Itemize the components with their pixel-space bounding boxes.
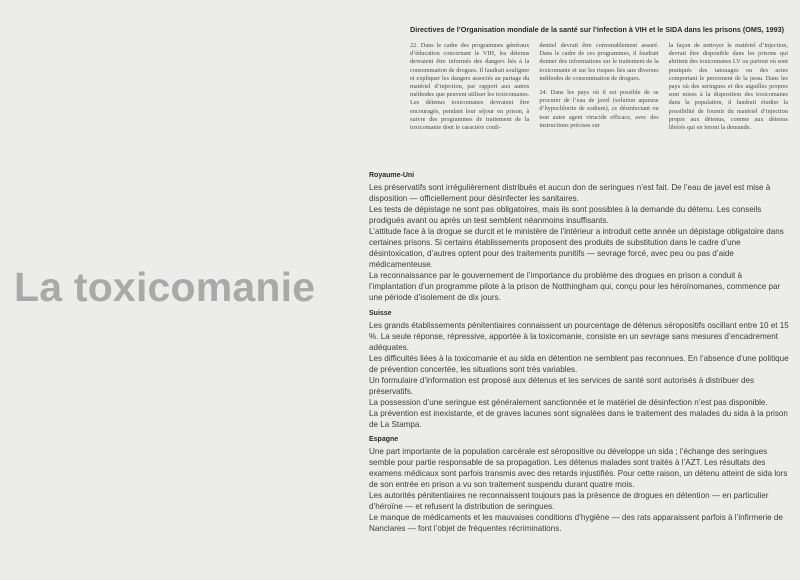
- oms-heading: Directives de l’Organisation mondiale de la santé sur l’infection à VIH et le SIDA dans les prisons (OMS, 1993): [410, 25, 784, 34]
- section-paragraph: Un formulaire d’information est proposé aux détenus et les services de santé sont autorisés à distribuer des préservatifs.: [369, 376, 755, 396]
- oms-columns: [410, 42, 788, 152]
- section-paragraph: La possession d’une seringue est généralement sanctionnée et le matériel de désinfection n’est pas disponible.: [369, 398, 768, 407]
- section-heading: Espagne: [369, 436, 399, 443]
- page-title: La toxicomanie: [14, 264, 316, 310]
- oms-paragraph-24-cont: la façon de nettoyer le matériel d’injection, devrait être disponible dans les prisons qui abritent des toxicomanes LV ou partout où sont pratiqués des tatouages ou des actes comportant le percement de la peau. Dans les pays où des seringues et des aiguilles propres sont mises à la disposition des toxicomanes dans la population, il faudrait étudier la possibilité de fournir du matériel d’injection propre aux détenus, comme aux détenus libérés qui en feront la demande.: [668, 42, 788, 132]
- section-suisse: [369, 310, 789, 430]
- section-paragraph: La reconnaissance par le gouvernement de l’importance du problème des drogues en prison a conduit à l’implantation d’un programme pilote à la prison de Notthingham qui, conçu pour les héroïnomanes, commence par une période d’isolement de dix jours.: [369, 271, 781, 302]
- section-heading: Royaume-Uni: [369, 172, 415, 179]
- section-paragraph: La prévention est inexistante, et de graves lacunes sont signalées dans le traitement des malades du sida à la prison de La Stampa.: [369, 409, 788, 429]
- section-espagne: [369, 436, 789, 534]
- oms-paragraph-22-cont: dentiel devrait être convenablement assuré. Dans le cadre de ces programmes, il faudrait donner des informations sur le traitement de la toxicomanie et sur les risques liés aux diverses méthodes de consommation de drogues.: [539, 42, 659, 82]
- section-paragraph: Les grands établissements pénitentiaires connaissent un pourcentage de détenus séropositifs oscillant entre 10 et 15 %. La seule réponse, répressive, apportée à la toxicomanie, consiste en un sevrage sans mesures d’encadrement adéquates.: [369, 321, 789, 352]
- oms-column-3: [669, 42, 788, 152]
- section-paragraph: Les difficultés liées à la toxicomanie et au sida en détention ne semblent pas reconnues. En l’absence d’une politique de prévention concertée, les situations sont très variables.: [369, 354, 789, 374]
- oms-paragraph-22: 22. Dans le cadre des programmes généraux d’éducation concernant le VIH, les détenus devraient être informés des dangers liés à la consommation de drogues. Il faudrait souligner et expliquer les dangers associés au partage du matériel d’injection, par rapport aux autres méthodes que peuvent utiliser les toxicomanes. Les détenus toxicomanes devraient être encouragés, pendant leur séjour en prison, à suivre des programmes de traitement de la toxicomanie dont le caractère confi-: [410, 42, 530, 132]
- section-heading: Suisse: [369, 310, 392, 317]
- section-royaume-uni: [369, 172, 789, 303]
- section-paragraph: Les autorités pénitentiaires ne reconnaissent toujours pas la présence de drogues en détention — en particulier d’héroïne — et refusent la distribution de seringues.: [369, 491, 769, 511]
- section-paragraph: L’attitude face à la drogue se durcit et le ministère de l’intérieur a introduit cette année un dépistage obligatoire dans certaines prisons. Si certains établissements proposent des produits de substitution dans le cadre d’une désintoxication, d’autres optent pour des traitements punitifs — sevrage forcé, avec peu ou pas d’aide médicamenteuse.: [369, 227, 784, 269]
- section-paragraph: Les tests de dépistage ne sont pas obligatoires, mais ils sont possibles à la demande du détenu. Les conseils prodigués avant ou après un test semblent néanmoins insuffisants.: [369, 205, 762, 225]
- section-paragraph: Le manque de médicaments et les mauvaises conditions d’hygiène — des rats apparaissent parfois à l’infirmerie de Nanclares — font l’objet de fréquentes récriminations.: [369, 513, 783, 533]
- oms-paragraph-24: 24. Dans les pays où il est possible de se procurer de l’eau de javel (solution aqueuse d’hypochlorite de sodium), ce désinfectant ou tout autre agent virucide efficace, avec des instructions précises sur: [539, 89, 659, 129]
- oms-column-2: [539, 42, 658, 152]
- oms-column-1: [410, 42, 529, 152]
- section-paragraph: Les préservatifs sont irrégulièrement distribués et aucun don de seringues n’est fait. De l’eau de javel est mise à disposition — officiellement pour désinfecter les sanitaires.: [369, 183, 771, 203]
- section-paragraph: Une part importante de la population carcérale est séropositive ou développe un sida ; l’échange des seringues semble pour partie responsable de sa propagation. Les détenus malades sont traités à l’AZT. Les résultats des examens médicaux sont parfois transmis avec des retards injustifiés. Pour cette raison, un détenu atteint de sida lors de son entrée en prison a vu son traitement suspendu durant quatre mois.: [369, 447, 788, 489]
